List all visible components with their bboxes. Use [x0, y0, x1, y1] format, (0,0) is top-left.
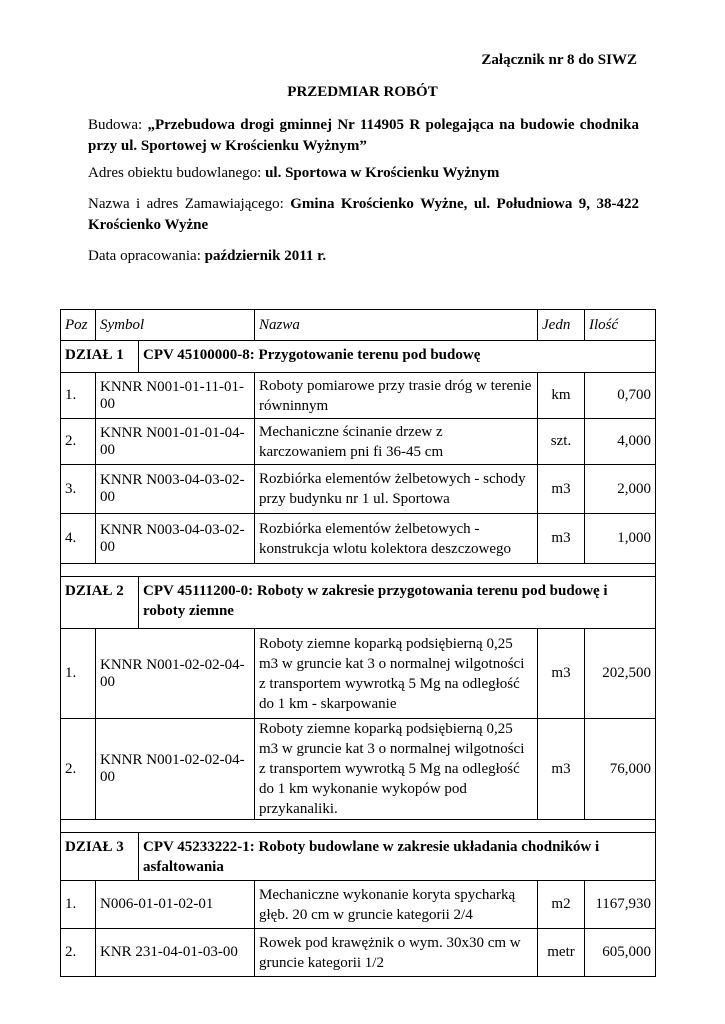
row-nazwa: Roboty ziemne koparką podsiębierną 0,25 m3 w gruncie kat 3 o normalnej wilgotności z transportem wywrotką 5 Mg na odległość do 1 km wykonanie wykopów pod przykanaliki. [255, 719, 538, 820]
section-header-row [61, 577, 656, 629]
row-nazwa: Rozbiórka elementów żelbetowych - konstrukcja wlotu kolektora deszczowego [255, 514, 538, 564]
section-label: DZIAŁ 3 [61, 833, 139, 881]
section-label: DZIAŁ 2 [61, 577, 139, 629]
table-row [61, 514, 656, 564]
section-label: DZIAŁ 1 [61, 341, 139, 373]
table-row [61, 419, 656, 465]
row-ilosc: 605,000 [585, 929, 656, 977]
row-ilosc: 1,000 [585, 514, 656, 564]
row-symbol: KNNR N001-01-11-01-00 [96, 373, 255, 419]
zamawiajacy-value: Gmina Krościenko Wyżne, ul. Południowa 9, 38-422 Krościenko Wyżne [88, 196, 639, 233]
row-poz: 1. [61, 881, 96, 929]
column-header-symbol: Symbol [96, 310, 255, 341]
section-header-row [61, 341, 656, 373]
row-nazwa: Mechaniczne wykonanie koryta spycharką głęb. 20 cm w gruncie kategorii 2/4 [255, 881, 538, 929]
table-spacer-row [61, 564, 656, 577]
budowa-paragraph [88, 115, 639, 157]
row-symbol: N006-01-01-02-01 [96, 881, 255, 929]
data-label: Data opracowania: [88, 248, 205, 264]
row-ilosc: 0,700 [585, 373, 656, 419]
adres-label: Adres obiektu budowlanego: [88, 165, 266, 181]
column-header-ilosc: Ilość [585, 310, 656, 341]
section-title: CPV 45233222-1: Roboty budowlane w zakresie układania chodników i asfaltowania [139, 833, 656, 881]
table-row [61, 929, 656, 977]
table-row [61, 629, 656, 719]
table-header-row [61, 310, 656, 341]
row-jedn: metr [538, 929, 585, 977]
zamawiajacy-label: Nazwa i adres Zamawiającego: [88, 196, 291, 212]
row-symbol: KNNR N001-02-02-04-00 [96, 629, 255, 719]
adres-value: ul. Sportowa w Krościenku Wyżnym [265, 165, 500, 181]
row-jedn: m3 [538, 719, 585, 820]
row-jedn: m2 [538, 881, 585, 929]
row-poz: 2. [61, 419, 96, 465]
row-symbol: KNNR N001-02-02-04-00 [96, 719, 255, 820]
row-poz: 3. [61, 465, 96, 514]
spacer-cell [61, 564, 656, 577]
row-symbol: KNR 231-04-01-03-00 [96, 929, 255, 977]
adres-paragraph [88, 163, 639, 184]
row-jedn: km [538, 373, 585, 419]
row-nazwa: Mechaniczne ścinanie drzew z karczowaniem pni fi 36-45 cm [255, 419, 538, 465]
table-row [61, 719, 656, 820]
row-poz: 2. [61, 719, 96, 820]
row-nazwa: Roboty pomiarowe przy trasie dróg w terenie równinnym [255, 373, 538, 419]
row-poz: 1. [61, 373, 96, 419]
row-jedn: m3 [538, 514, 585, 564]
row-ilosc: 202,500 [585, 629, 656, 719]
annex-label: Załącznik nr 8 do SIWZ [481, 52, 637, 68]
row-ilosc: 4,000 [585, 419, 656, 465]
row-nazwa: Roboty ziemne koparką podsiębierną 0,25 m3 w gruncie kat 3 o normalnej wilgotności z transportem wywrotką 5 Mg na odległość do 1 km - skarpowanie [255, 629, 538, 719]
row-jedn: m3 [538, 465, 585, 514]
row-poz: 2. [61, 929, 96, 977]
document-title: PRZEDMIAR ROBÓT [287, 84, 438, 100]
row-nazwa: Rowek pod krawężnik o wym. 30x30 cm w gruncie kategorii 1/2 [255, 929, 538, 977]
budowa-label: Budowa: [88, 117, 148, 133]
budowa-value: „Przebudowa drogi gminnej Nr 114905 R polegająca na budowie chodnika przy ul. Sportowej w Krościenku Wyżnym” [88, 117, 639, 154]
column-header-poz: Poz [61, 310, 96, 341]
column-header-jedn: Jedn [538, 310, 585, 341]
table-row [61, 881, 656, 929]
row-ilosc: 1167,930 [585, 881, 656, 929]
row-symbol: KNNR N003-04-03-02-00 [96, 514, 255, 564]
data-paragraph [88, 246, 639, 267]
column-header-nazwa: Nazwa [255, 310, 538, 341]
table-row [61, 465, 656, 514]
items-table [60, 309, 656, 977]
row-jedn: m3 [538, 629, 585, 719]
spacer-cell [61, 820, 656, 833]
zamawiajacy-paragraph [88, 194, 639, 236]
row-poz: 4. [61, 514, 96, 564]
section-title: CPV 45100000-8: Przygotowanie terenu pod budowę [139, 341, 656, 373]
data-value: październik 2011 r. [204, 248, 327, 264]
table-spacer-row [61, 820, 656, 833]
row-ilosc: 2,000 [585, 465, 656, 514]
table-row [61, 373, 656, 419]
row-jedn: szt. [538, 419, 585, 465]
row-symbol: KNNR N001-01-01-04-00 [96, 419, 255, 465]
row-symbol: KNNR N003-04-03-02-00 [96, 465, 255, 514]
row-nazwa: Rozbiórka elementów żelbetowych - schody przy budynku nr 1 ul. Sportowa [255, 465, 538, 514]
section-header-row [61, 833, 656, 881]
row-ilosc: 76,000 [585, 719, 656, 820]
row-poz: 1. [61, 629, 96, 719]
section-title: CPV 45111200-0: Roboty w zakresie przygotowania terenu pod budowę i roboty ziemne [139, 577, 656, 629]
